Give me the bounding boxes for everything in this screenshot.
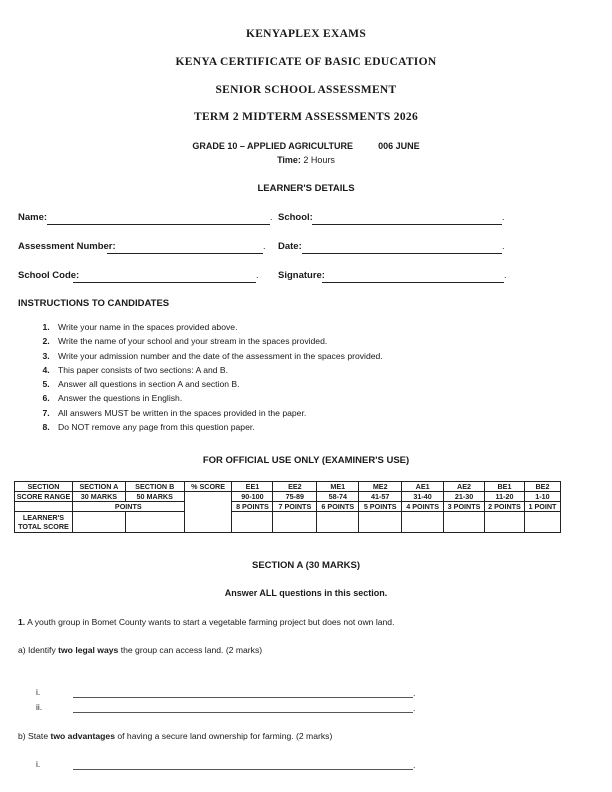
name-field[interactable] xyxy=(47,212,270,230)
total-score-label-1: LEARNER'S xyxy=(22,513,65,522)
table-cell: SECTION xyxy=(15,482,73,492)
school-code-label: School Code: xyxy=(18,270,80,281)
table-row xyxy=(15,482,561,492)
table-cell: 1 POINT xyxy=(524,502,560,512)
official-use-heading: FOR OFFICIAL USE ONLY (EXAMINER'S USE) xyxy=(202,455,410,466)
table-cell: 21-30 xyxy=(444,492,485,502)
table-cell: 8 POINTS xyxy=(232,502,273,512)
instructions-list xyxy=(24,320,472,434)
table-cell: ME1 xyxy=(317,482,359,492)
instruction-item: 6. Answer the questions in English. xyxy=(52,391,472,405)
percent-score-cell[interactable] xyxy=(184,492,232,533)
official-score-table xyxy=(14,481,561,533)
table-cell: % SCORE xyxy=(184,482,232,492)
question-1 xyxy=(18,617,394,627)
subject-line xyxy=(0,141,612,151)
table-cell: 4 POINTS xyxy=(402,502,444,512)
assessment-number-field[interactable] xyxy=(107,241,263,259)
question-1a: a) Identify two legal ways the group can access land. (2 marks) xyxy=(18,645,263,655)
question-1-number: 1. xyxy=(18,617,26,627)
name-label: Name: xyxy=(18,212,48,223)
table-cell: ME2 xyxy=(359,482,402,492)
table-row xyxy=(15,492,561,502)
section-a-heading: SECTION A (30 MARKS) xyxy=(251,560,361,571)
assessment-number-label: Assessment Number: xyxy=(18,241,116,252)
section-a-subheading: Answer ALL questions in this section. xyxy=(224,588,388,598)
total-score-label-2: TOTAL SCORE xyxy=(18,522,69,531)
signature-field[interactable] xyxy=(322,270,504,288)
table-cell: 5 POINTS xyxy=(359,502,402,512)
table-cell: 75-89 xyxy=(273,492,317,502)
school-field[interactable] xyxy=(312,212,502,230)
assessment-level-title: SENIOR SCHOOL ASSESSMENT xyxy=(215,84,397,96)
table-cell: SECTION B xyxy=(125,482,184,492)
answer-line[interactable] xyxy=(73,712,413,713)
answer-line[interactable] xyxy=(73,697,413,698)
points-label-cell: POINTS xyxy=(72,502,184,512)
table-cell: BE2 xyxy=(524,482,560,492)
certificate-title: KENYA CERTIFICATE OF BASIC EDUCATION xyxy=(175,56,437,68)
school-code-field[interactable] xyxy=(73,270,256,288)
term-title: TERM 2 MIDTERM ASSESSMENTS 2026 xyxy=(193,111,418,123)
table-cell: 7 POINTS xyxy=(273,502,317,512)
table-cell: 41-57 xyxy=(359,492,402,502)
instruction-item: 4. This paper consists of two sections: A and B. xyxy=(52,363,472,377)
section-b-score-cell[interactable] xyxy=(125,512,184,533)
time-line xyxy=(0,155,612,165)
table-cell: SCORE RANGE xyxy=(15,492,73,502)
section-a-score-cell[interactable] xyxy=(72,512,125,533)
table-cell: 58-74 xyxy=(317,492,359,502)
table-cell: 6 POINTS xyxy=(317,502,359,512)
table-cell: 2 POINTS xyxy=(485,502,525,512)
answer-label-i: i. xyxy=(36,687,41,697)
date-field[interactable] xyxy=(302,241,502,259)
date-label: Date: xyxy=(278,241,302,252)
instruction-item: 1. Write your name in the spaces provided above. xyxy=(52,320,472,334)
answer-label-ii: ii. xyxy=(36,702,43,712)
instruction-item: 5. Answer all questions in section A and section B. xyxy=(52,377,472,391)
exam-date: 006 JUNE xyxy=(378,141,420,151)
table-cell: 1-10 xyxy=(524,492,560,502)
table-cell: BE1 xyxy=(485,482,525,492)
table-cell: 11-20 xyxy=(485,492,525,502)
table-cell: SECTION A xyxy=(72,482,125,492)
table-cell: 50 MARKS xyxy=(125,492,184,502)
answer-line[interactable] xyxy=(73,769,413,770)
table-cell: 3 POINTS xyxy=(444,502,485,512)
time-label: Time: xyxy=(277,155,301,165)
answer-label-i: i. xyxy=(36,759,41,769)
table-cell: EE2 xyxy=(273,482,317,492)
exam-org-title: KENYAPLEX EXAMS xyxy=(245,28,367,40)
learner-details-heading: LEARNER'S DETAILS xyxy=(257,183,355,194)
school-label: School: xyxy=(278,212,313,223)
table-row xyxy=(15,502,561,512)
question-1-text: A youth group in Bomet County wants to start a vegetable farming project but does not own land. xyxy=(27,617,395,627)
instruction-item: 2. Write the name of your school and your stream in the spaces provided. xyxy=(52,334,472,348)
table-cell: 30 MARKS xyxy=(72,492,125,502)
signature-label: Signature: xyxy=(278,270,325,281)
table-cell: 31-40 xyxy=(402,492,444,502)
subject-name: GRADE 10 – APPLIED AGRICULTURE xyxy=(192,141,354,151)
table-cell: AE1 xyxy=(402,482,444,492)
instruction-item: 8. Do NOT remove any page from this question paper. xyxy=(52,420,472,434)
instruction-item: 7. All answers MUST be written in the spaces provided in the paper. xyxy=(52,406,472,420)
table-cell: AE2 xyxy=(444,482,485,492)
instruction-item: 3. Write your admission number and the date of the assessment in the spaces provided. xyxy=(52,349,472,363)
question-1b: b) State two advantages of having a secure land ownership for farming. (2 marks) xyxy=(18,731,333,741)
table-row xyxy=(15,512,561,533)
table-cell: EE1 xyxy=(232,482,273,492)
time-value: 2 Hours xyxy=(303,155,335,165)
table-cell: 90-100 xyxy=(232,492,273,502)
instructions-heading: INSTRUCTIONS TO CANDIDATES xyxy=(18,298,170,309)
total-score-label-cell xyxy=(15,512,73,533)
